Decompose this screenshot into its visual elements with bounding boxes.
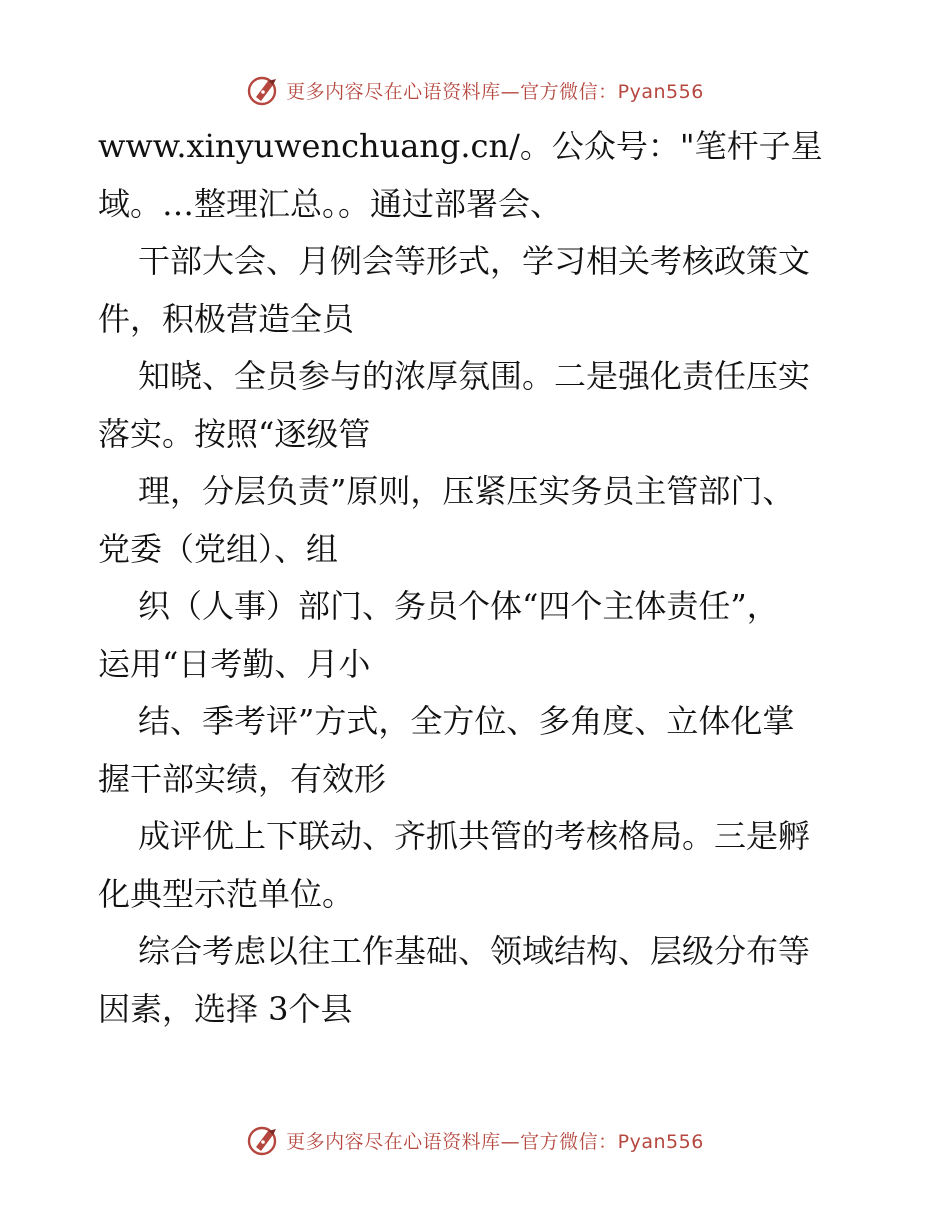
text-line: 成评优上下联动、齐抓共管的考核格局。三是孵	[138, 817, 811, 855]
text-line: 织（人事）部门、务员个体“四个主体责任”，	[138, 587, 779, 625]
text-line: 党委（党组）、组	[98, 529, 339, 568]
text-line: 结、季考评”方式，全方位、多角度、立体化掌	[138, 702, 795, 740]
pen-nib-logo-icon	[246, 1123, 280, 1157]
text-line: 知晓、全员参与的浓厚氛围。二是强化责任压实	[138, 357, 811, 395]
text-line: 因素，选择 3个县	[98, 989, 353, 1028]
text-line: 域。…整理汇总。。通过部署会、	[98, 184, 563, 223]
text-line: 化典型示范单位。	[98, 874, 355, 913]
text-line: 理，分层负责”原则，压紧压实务员主管部门、	[138, 472, 795, 510]
text-line: 件，积极营造全员	[98, 299, 355, 338]
pen-nib-logo-icon	[246, 73, 280, 107]
document-body	[98, 118, 858, 1038]
text-line: 握干部实绩，有效形	[98, 759, 387, 798]
text-line: 落实。按照“逐级管	[98, 414, 371, 453]
text-line: 干部大会、月例会等形式，学习相关考核政策文	[138, 242, 811, 280]
text-line: 综合考虑以往工作基础、领域结构、层级分布等	[138, 932, 811, 970]
header-banner	[0, 70, 950, 110]
text-line: www.xinyuwenchuang.cn/。公众号："笔杆子星	[98, 127, 823, 165]
text-line: 运用“日考勤、月小	[98, 644, 371, 683]
header-banner-text: 更多内容尽在心语资料库—官方微信：Pyan556	[286, 80, 704, 103]
footer-banner	[0, 1120, 950, 1160]
footer-banner-text: 更多内容尽在心语资料库—官方微信：Pyan556	[286, 1130, 704, 1153]
